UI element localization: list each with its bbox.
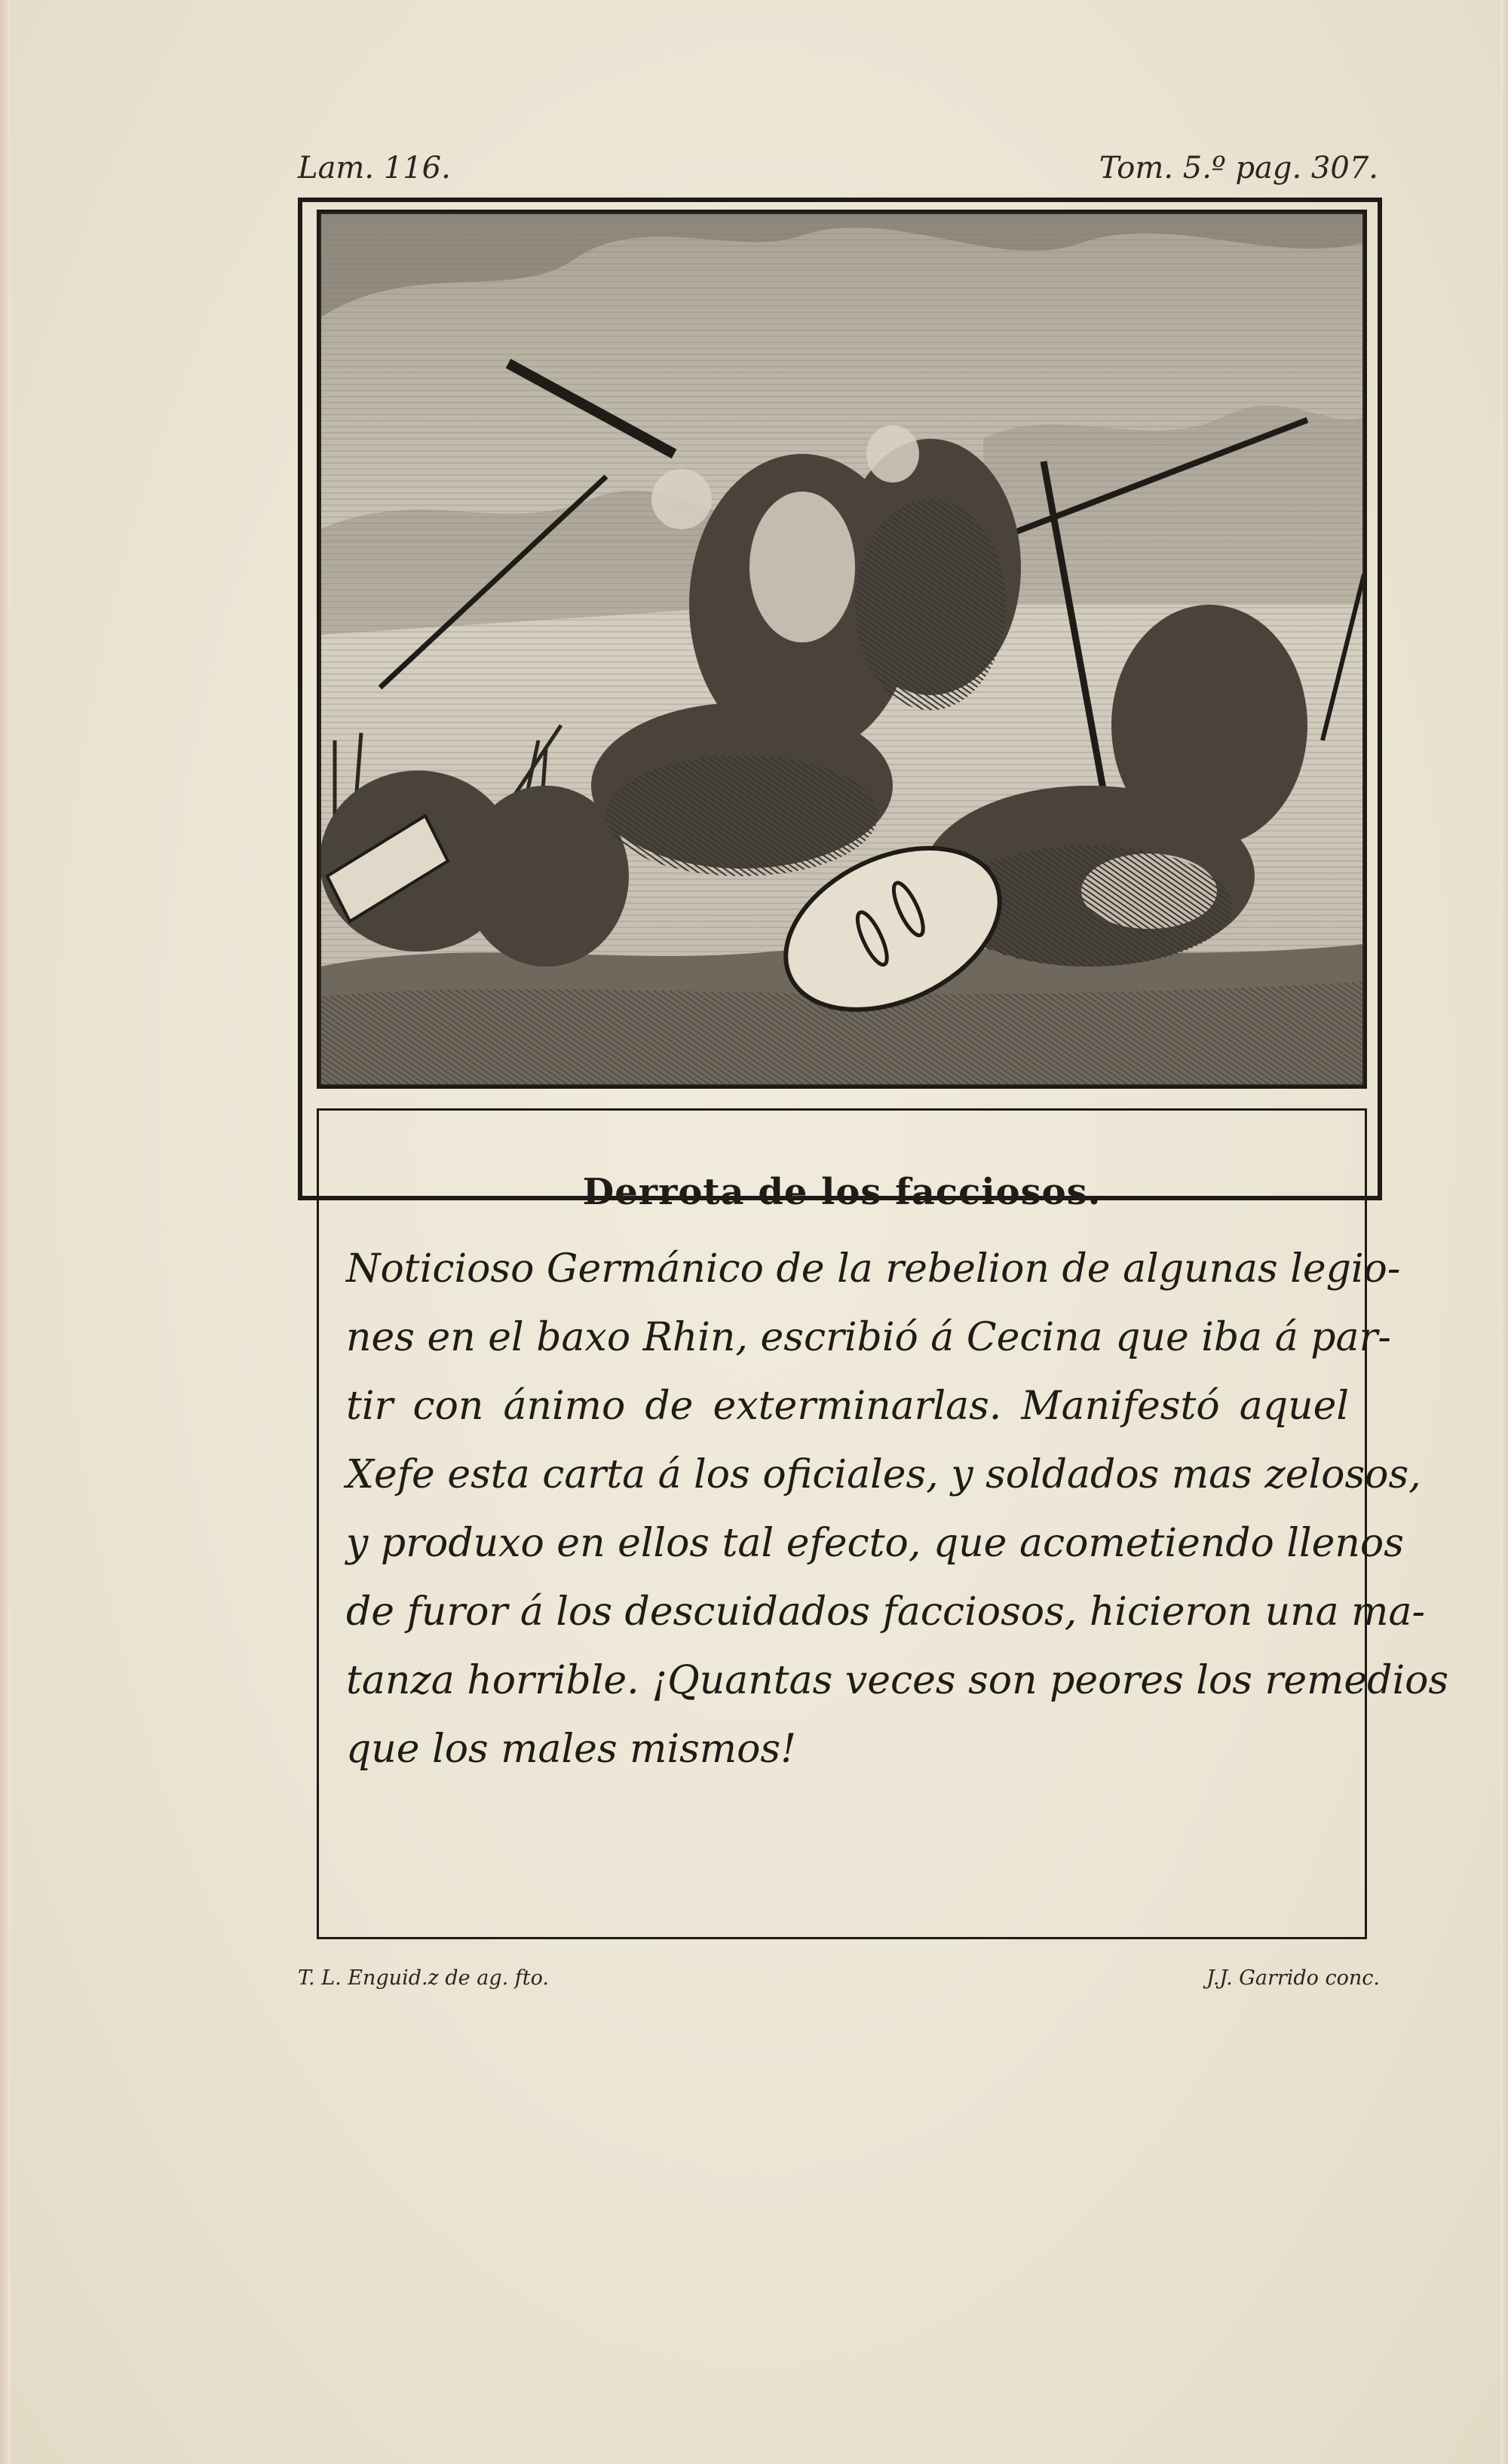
caption-line: tanza horrible. ¡Quantas veces son peores los remedios xyxy=(346,1658,1449,1703)
plate-number: Lam. 116. xyxy=(298,151,451,185)
finisher-credit: J.J. Garrido conc. xyxy=(1206,1966,1380,1990)
engraving-svg xyxy=(320,213,1364,1086)
caption-line: y produxo en ellos tal efecto, que acometiendo llenos xyxy=(346,1521,1404,1566)
paper-edge-left xyxy=(0,0,11,2464)
battle-engraving xyxy=(317,210,1367,1089)
caption-line: tir con ánimo de exterminarlas. Manifestó aquel xyxy=(346,1384,1349,1429)
caption-line: nes en el baxo Rhin, escribió á Cecina que iba á par- xyxy=(346,1315,1391,1360)
caption-line: de furor á los descuidados facciosos, hicieron una ma- xyxy=(346,1589,1426,1635)
caption-line: que los males mismos! xyxy=(346,1727,796,1772)
volume-page-reference: Tom. 5.º pag. 307. xyxy=(1099,151,1378,185)
caption-line: Xefe esta carta á los oficiales, y soldados mas zelosos, xyxy=(346,1452,1421,1497)
paper-edge-right xyxy=(1500,0,1508,2464)
caption-title: Derrota de los facciosos. xyxy=(582,1171,1102,1213)
engraver-credit: T. L. Enguid.z de ag. fto. xyxy=(298,1966,549,1990)
caption-frame xyxy=(317,1108,1449,1939)
caption-body xyxy=(346,1235,1449,1784)
caption-line: Noticioso Germánico de la rebelion de algunas legio- xyxy=(346,1246,1401,1292)
